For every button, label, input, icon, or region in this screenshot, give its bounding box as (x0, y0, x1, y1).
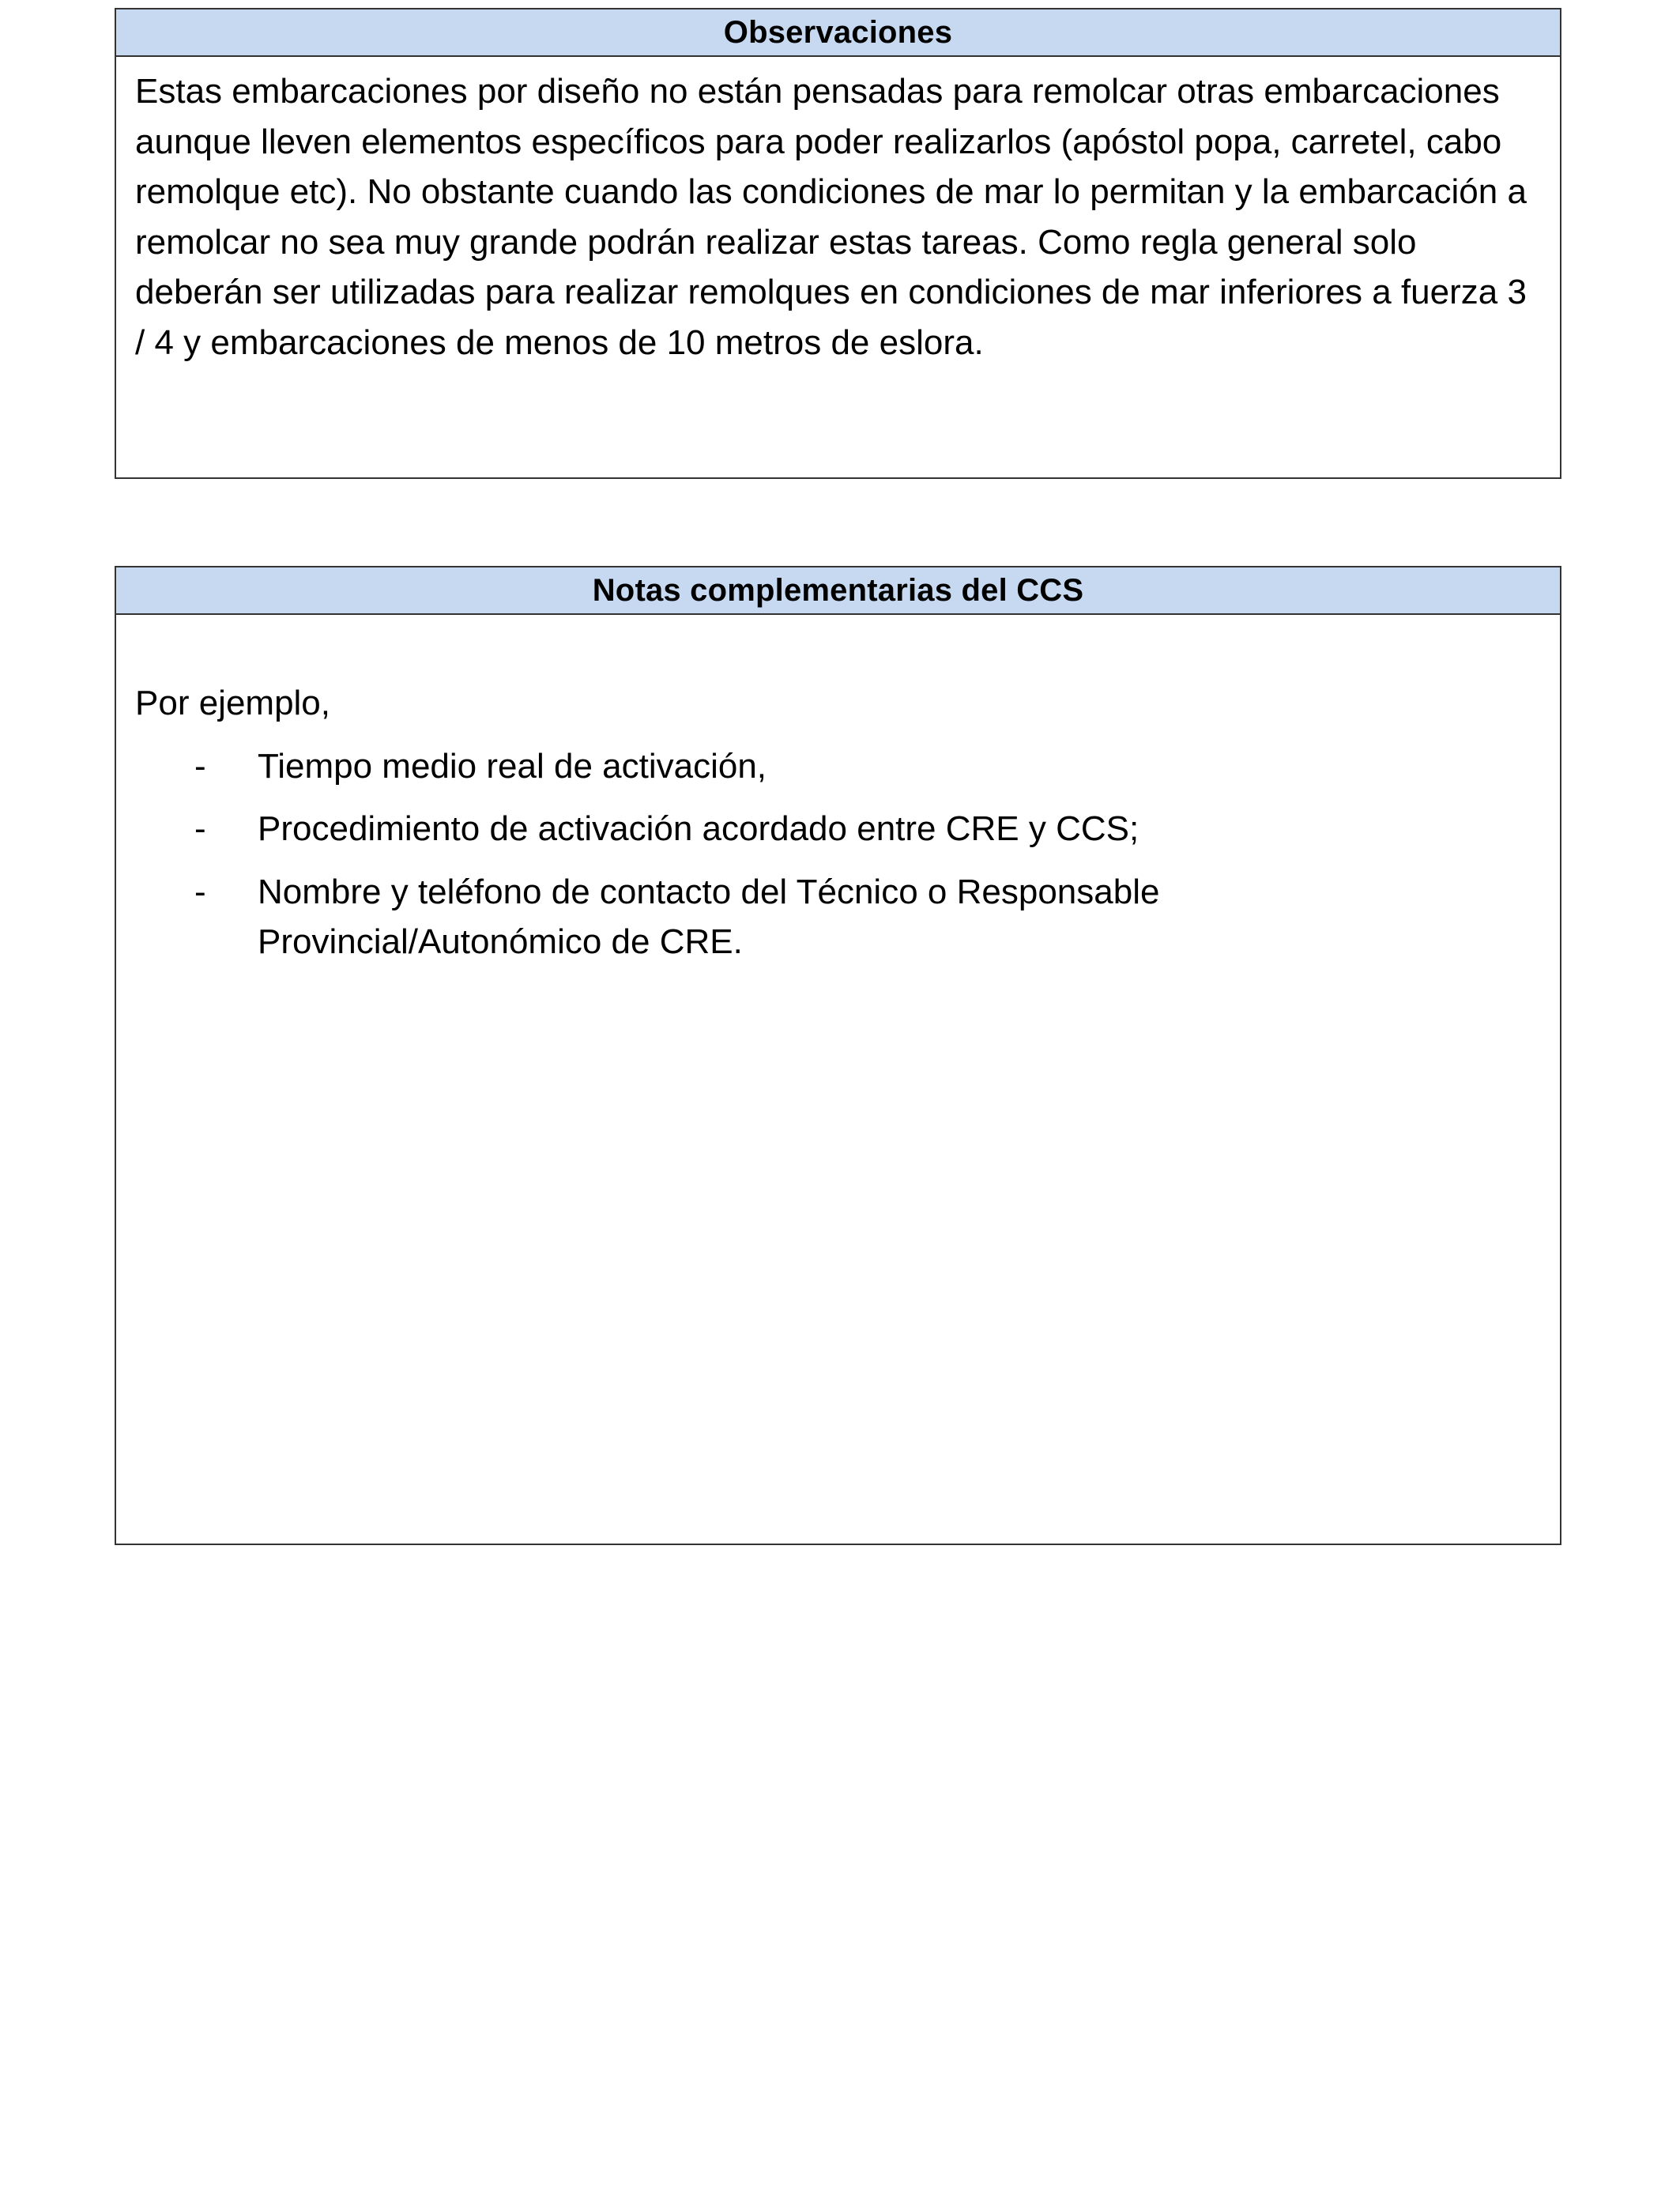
observaciones-text: Estas embarcaciones por diseño no están pensadas para remolcar otras embarcaciones aunque lleven elementos específicos para poder realizarlos (apóstol popa, carretel, cabo remolque etc). No obstante cuando las condiciones de mar lo permitan y la embarcación a remolcar no sea muy grande podrán realizar estas tareas. Como regla general solo deberán ser utilizadas para realizar remolques en condiciones de mar inferiores a fuerza 3 / 4 y embarcaciones de menos de 10 metros de eslora. (135, 72, 1527, 362)
list-dash-marker: - (194, 746, 206, 786)
list-item (135, 867, 1541, 967)
notas-list (135, 741, 1541, 967)
notas-body (116, 615, 1560, 967)
notas-intro: Por ejemplo, (135, 684, 331, 722)
observaciones-body (116, 57, 1560, 368)
list-item (135, 804, 1541, 854)
list-dash-marker: - (194, 809, 206, 848)
list-dash-marker: - (194, 872, 206, 911)
notas-box (115, 566, 1561, 1545)
observaciones-header: Observaciones (116, 9, 1560, 57)
list-item-text: Procedimiento de activación acordado entre CRE y CCS; (258, 809, 1139, 848)
list-item-text: Tiempo medio real de activación, (258, 746, 767, 786)
list-item-text: Nombre y teléfono de contacto del Técnico o Responsable Provincial/Autonómico de CRE. (258, 872, 1160, 961)
observaciones-box (115, 8, 1561, 479)
list-item (135, 741, 1541, 792)
notas-header: Notas complementarias del CCS (116, 567, 1560, 615)
